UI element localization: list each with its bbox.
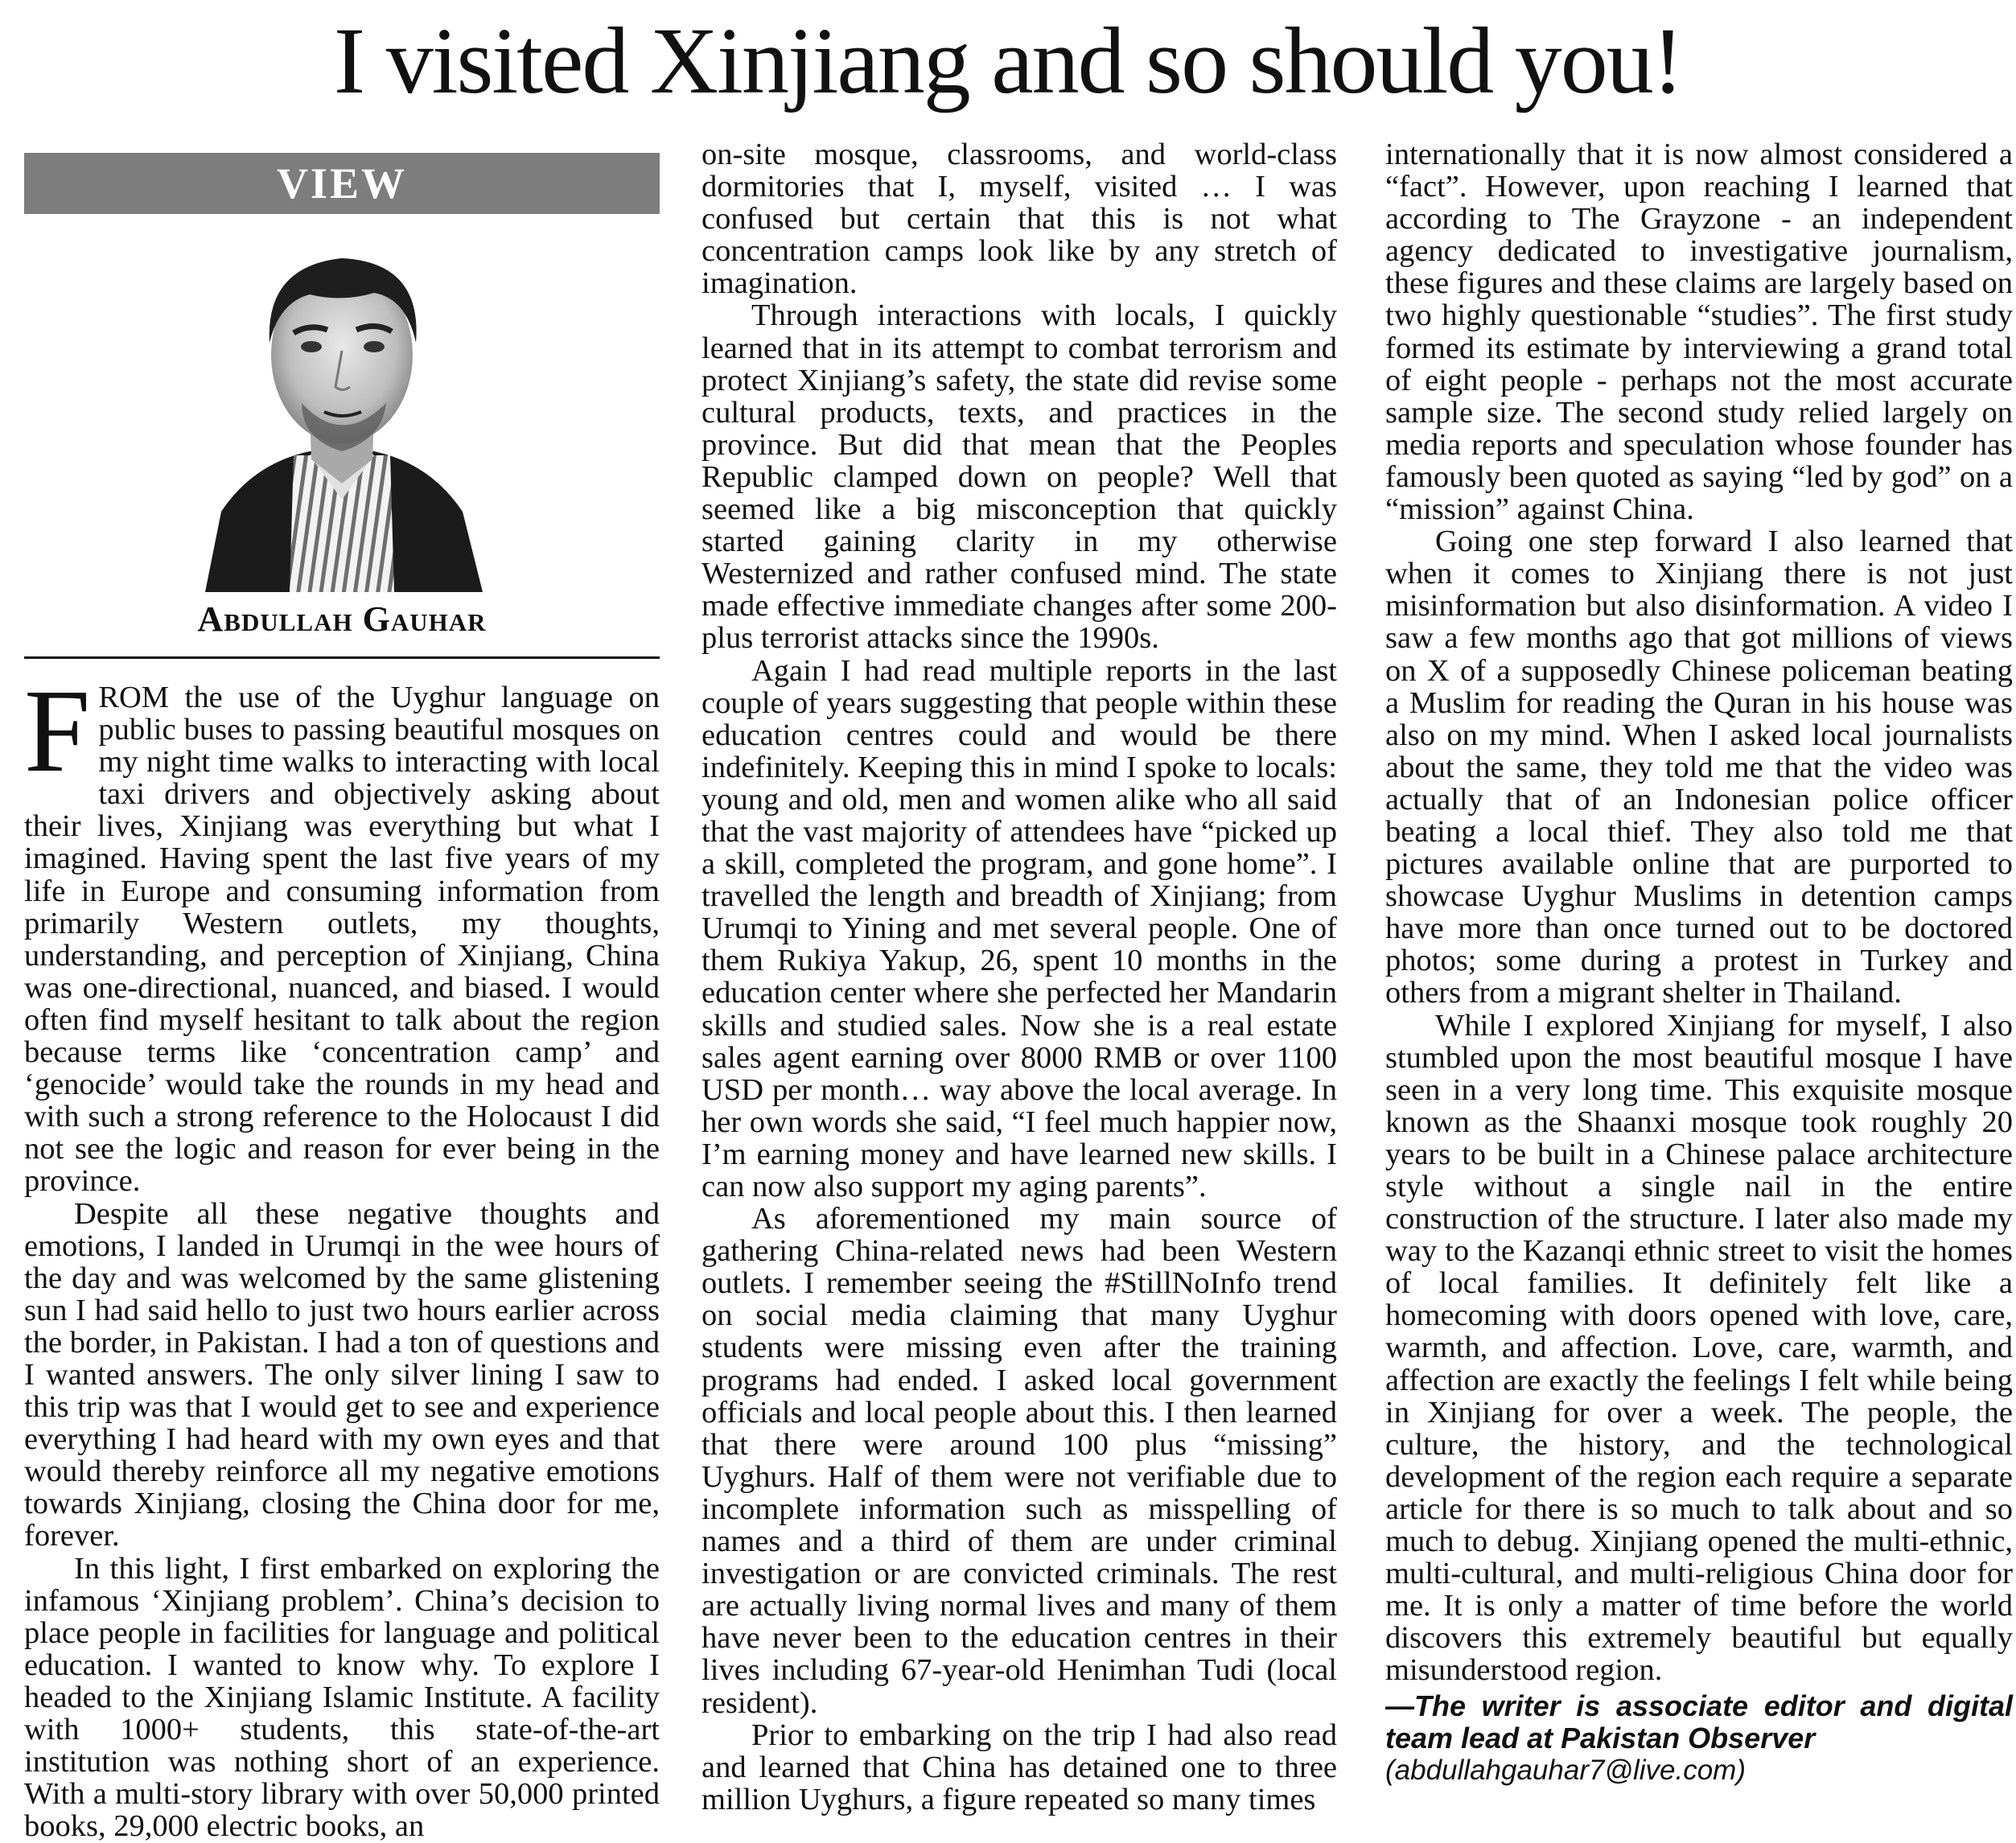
paragraph-text: the use of the Uyghur language on public buses to passing beautiful mosques on my night time walks to interacting with local taxi drivers and objectively asking about their lives, Xinjiang was everything but what I imagined. Having spent the last five years of my life in Europe and consuming information from primarily Western outlets, my thoughts, understanding, and perception of Xinjiang, China was one-directional, nuanced, and biased. I would often find myself hesitant to talk about the region because terms like ‘concentration camp’ and ‘genocide’ would take the rounds in my head and with such a strong reference to the Holocaust I did not see the logic and reason for ever being in the province. bbox=[24, 681, 660, 1199]
author-photo-image bbox=[189, 222, 495, 592]
lead-in-text: ROM bbox=[98, 681, 170, 714]
article-paragraph: Despite all these negative thoughts and emotions, I landed in Urumqi in the wee hours of the day and was welcomed by the same glistening sun I had said hello to just two hours earlier across the border, in Pakistan. I had a ton of questions and I wanted answers. The only silver lining I saw to this trip was that I would get to see and experience everything I had heard with my own eyes and that would thereby reinforce all my negative emotions towards Xinjiang, closing the China door for me, forever. bbox=[24, 1196, 660, 1553]
article-paragraph: As aforementioned my main source of gathering China-related news had been Western outlets. I remember seeing the #StillNoInfo trend on social media claiming that many Uyghur students were missing even after the training programs had ended. I asked local government officials and local people about this. I then learned that there were around 100 plus “missing” Uyghurs. Half of them were not verifiable due to incomplete information such as misspelling of names and a third of them are under criminal investigation or are convicted criminals. The rest are actually living normal lives and many of them have never been to the education centres in their lives including 67-year-old Henimhan Tudi (local resident). bbox=[701, 1202, 1337, 1720]
column-2 bbox=[701, 138, 1337, 1816]
author-portrait bbox=[24, 222, 660, 592]
article-paragraph: Going one step forward I also learned that when it comes to Xinjiang there is not just misinformation but also disinformation. A video I saw a few months ago that got millions of views on X of a supposedly Chinese policeman beating a Muslim for reading the Quran in his house was also on my mind. When I asked local journalists about the same, they told me that the video was actually that of an Indonesian police officer beating a local thief. They also told me that pictures available online that are purported to showcase Uyghur Muslims in detention camps have more than once turned out to be doctored photos; some during a protest in Turkey and others from a migrant shelter in Thailand. bbox=[1385, 525, 2013, 1010]
column-1 bbox=[24, 153, 660, 1842]
drop-cap: F bbox=[24, 665, 91, 797]
author-divider bbox=[24, 656, 660, 659]
article-paragraph: While I explored Xinjiang for myself, I also stumbled upon the most beautiful mosque I have seen in a very long time. This exquisite mosque known as the Shaanxi mosque took roughly 20 years to be built in a Chinese palace architecture style without a single nail in the entire construction of the structure. I later also made my way to the Kazanqi ethnic street to visit the homes of local families. It definitely felt like a homecoming with doors opened with love, care, warmth, and affection. Love, care, warmth, and affection are exactly the feelings I felt while being in Xinjiang for over a week. The people, the culture, the history, and the technological development of the region each require a separate article for there is so much to talk about and so much to debug. Xinjiang opened the multi-ethnic, multi-cultural, and multi-religious China door for me. It is only a matter of time before the world discovers this extremely beautiful but equally misunderstood region. bbox=[1385, 1008, 2013, 1688]
view-section-label: VIEW bbox=[24, 153, 660, 214]
headline: I visited Xinjiang and so should you! bbox=[333, 8, 1683, 113]
article-paragraph: on-site mosque, classrooms, and world-class dormitories that I, myself, visited … I was confused but certain that this is not what concentration camps look like by any stretch of imagination. bbox=[701, 138, 1337, 301]
author-footnote: —The writer is associate editor and digital team lead at Pakistan Observer bbox=[1385, 1689, 2013, 1755]
column-3 bbox=[1385, 138, 2013, 1787]
author-email: (abdullahgauhar7@live.com) bbox=[1385, 1754, 1746, 1786]
article-paragraph: Again I had read multiple reports in the last couple of years suggesting that people within these education centres could and would be there indefinitely. Keeping this in mind I spoke to locals: young and old, men and women alike who all said that the vast majority of attendees have “picked up a skill, completed the program, and gone home”. I travelled the length and breadth of Xinjiang; from Urumqi to Yining and met several people. One of them Rukiya Yakup, 26, spent 10 months in the education center where she perfected her Mandarin skills and studied sales. Now she is a real estate sales agent earning over 8000 RMB or over 1100 USD per month… way above the local average. In her own words she said, “I feel much happier now, I’m earning money and have learned new skills. I can now also support my aging parents”. bbox=[701, 653, 1337, 1203]
article-paragraph: Prior to embarking on the trip I had also read and learned that China has detained one to three million Uyghurs, a figure repeated so many times bbox=[701, 1718, 1337, 1816]
article-paragraph: In this light, I first embarked on exploring the infamous ‘Xinjiang problem’. China’s decision to place people in facilities for language and political education. I wanted to know why. To explore I headed to the Xinjiang Islamic Institute. A facility with 1000+ students, this state-of-the-art institution was nothing short of an experience. With a multi-story library with over 50,000 printed books, 29,000 electric books, an bbox=[24, 1551, 660, 1843]
article-paragraph: internationally that it is now almost considered a “fact”. However, upon reaching I learned that according to The Grayzone - an independent agency dedicated to investigative journalism, these figures and these claims are largely based on two highly questionable “studies”. The first study formed its estimate by interviewing a grand total of eight people - perhaps not the most accurate sample size. The second study relied largely on media reports and speculation whose founder has famously been quoted as saying “led by god” on a “mission” against China. bbox=[1385, 138, 2013, 527]
article-paragraph: Through interactions with locals, I quickly learned that in its attempt to combat terrorism and protect Xinjiang’s safety, the state did revise some cultural products, texts, and practices in the province. But did that mean that the Peoples Republic clamped down on people? Well that seemed like a big misconception that quickly started gaining clarity in my otherwise Westernized and rather confused mind. The state made effective immediate changes after some 200-plus terrorist attacks since the 1990s. bbox=[701, 298, 1337, 656]
author-name: Abdullah Gauhar bbox=[197, 599, 487, 639]
article-paragraph bbox=[24, 665, 660, 1199]
